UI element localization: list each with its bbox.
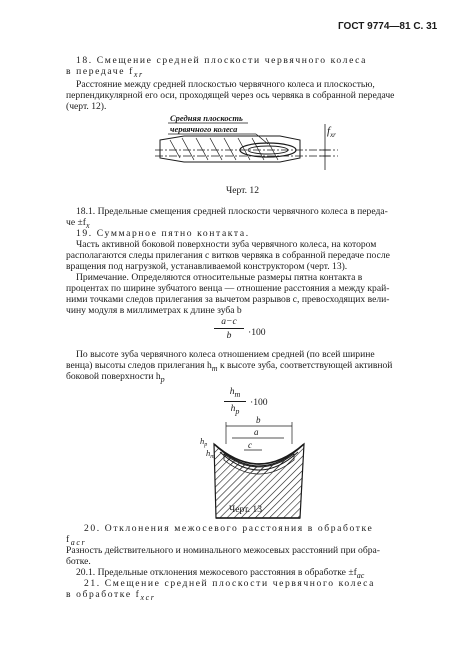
s19-title: 19. Суммарное пятно контакта. (76, 228, 250, 239)
s21-title: 21. Смещение средней плоскости червячного колеса (84, 578, 375, 589)
s19-height-3: боковой поверхности $h_p$ (66, 371, 165, 384)
s21-title-2: в обработке $f_{xcr}$ (66, 589, 156, 602)
s19-note-2: процентах по ширине зубчатого венца — отношение расстояния a между край- (66, 283, 390, 294)
s19-note-4: чину модуля в миллиметрах к длине зуба b (66, 305, 242, 316)
s18-para-2: перпендикулярной его оси, проходящей через ось червяка в собранной передаче (66, 90, 395, 101)
formula-1-numerator: a−c (221, 316, 237, 327)
fig12-symbol: $f_{xr}$ (327, 125, 336, 139)
formula-2-numerator: $h_m$ (229, 386, 241, 399)
s18-para-1: Расстояние между средней плоскостью червячного колеса и плоскостью, (76, 79, 375, 90)
s19-height-2: венца) высоты следов прилегания $h_m$ к высоте зуба, соответствующей активной (66, 360, 393, 373)
formula-1-fraction (214, 316, 244, 341)
figure-12 (150, 110, 350, 180)
s201-line: 20.1. Предельные отклонения межосевого расстояния в обработке $\pm f_{ac}$ (76, 567, 365, 580)
s19-para-2: располагаются следы прилегания с витков червяка в собранной передаче после (66, 250, 390, 261)
s18-title: 18. Смещение средней плоскости червячного колеса (76, 55, 367, 66)
s20-title-2: $f_{acr}$ (66, 534, 87, 547)
s19-height-1: По высоте зуба червячного колеса отношением средней (по всей ширине (76, 349, 375, 360)
fig13-label-c: c (248, 440, 252, 450)
s20-para-2: ботке. (66, 556, 91, 567)
page-header: ГОСТ 9774—81 С. 31 (338, 21, 438, 32)
formula-2-fraction (224, 386, 246, 417)
s18-title-2: в передаче $f_{xr}$ (66, 66, 144, 79)
formula-1-denominator: b (226, 330, 232, 341)
s19-note-1: Примечание. Определяются относительные размеры пятна контакта в (76, 272, 363, 283)
fig13-label-hm: $h_m$ (206, 448, 215, 460)
formula-2-denominator: $h_p$ (230, 402, 240, 416)
fig13-label-b: b (256, 415, 261, 425)
fig13-label-hp: $h_p$ (200, 436, 208, 448)
s19-para-1: Часть активной боковой поверхности зуба червячного колеса, на котором (76, 239, 377, 250)
s181-line-1: 18.1. Предельные смещения средней плоскости червячного колеса в переда- (76, 206, 388, 217)
fig13-label-a: a (254, 427, 259, 437)
s19-note-3: ними точками следов прилегания за вычетом разрывов c, превосходящих вели- (66, 294, 390, 305)
fig12-label-2: червячного колеса (170, 124, 238, 134)
fig13-caption: Черт. 13 (229, 504, 263, 515)
formula-1-multiplier: ·100 (248, 327, 266, 338)
s20-para-1: Разность действительного и номинального межосевых расстояний при обра- (66, 545, 380, 556)
formula-2-multiplier: ·100 (250, 397, 268, 408)
fig12-caption: Черт. 12 (226, 185, 260, 196)
fig12-label-1: Средняя плоскость (170, 113, 243, 123)
s181-line-2: че $\pm f_x$ (66, 217, 90, 230)
s18-para-3: (черт. 12). (66, 101, 107, 112)
s19-para-3: вращения под нагрузкой, устанавливаемой конструктором (черт. 13). (66, 261, 348, 272)
s20-title: 20. Отклонения межосевого расстояния в обработке (84, 523, 374, 534)
